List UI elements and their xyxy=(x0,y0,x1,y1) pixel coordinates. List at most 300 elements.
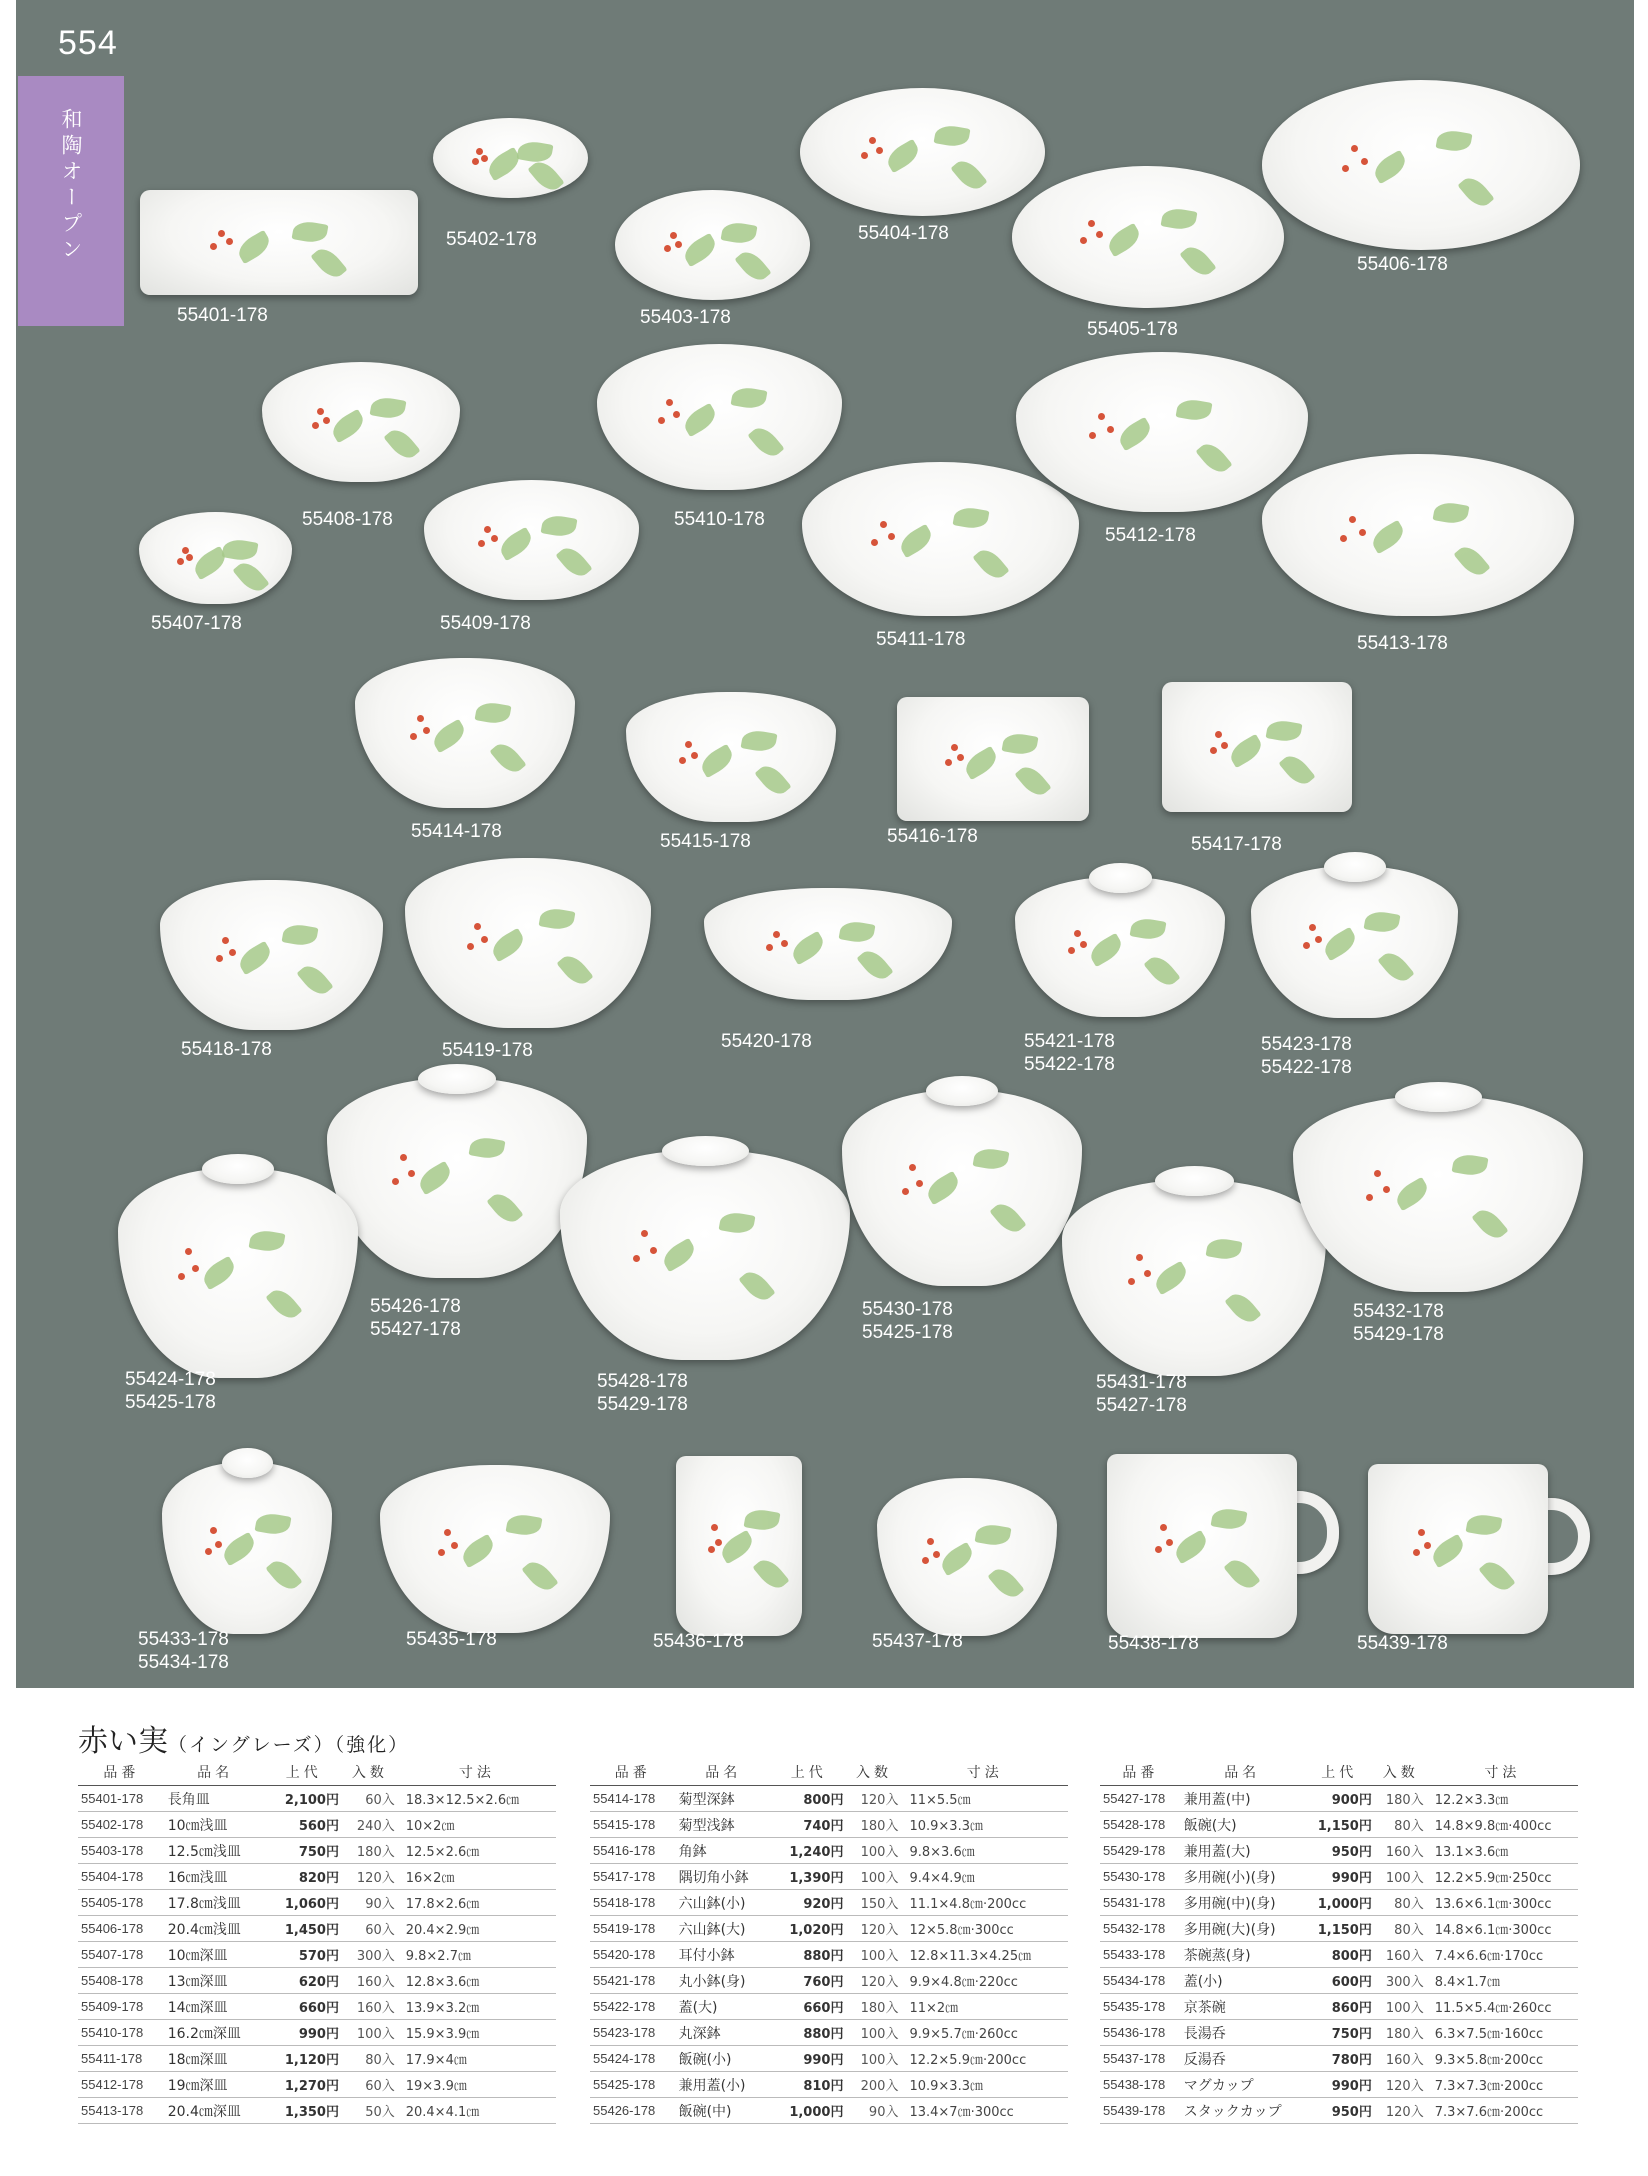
cell-price: 820円 xyxy=(265,1864,342,1890)
cell-code: 55429-178 xyxy=(1100,1838,1181,1864)
product-code: 55413-178 xyxy=(1357,633,1448,654)
cell-price: 750円 xyxy=(265,1838,342,1864)
leaf-motif xyxy=(950,155,987,194)
table-row xyxy=(590,1968,1068,1994)
berry-motif xyxy=(1089,432,1096,439)
cell-qty: 100入 xyxy=(846,2020,901,2046)
leaf-motif xyxy=(469,1135,506,1161)
leaf-motif xyxy=(383,425,420,464)
berry-motif xyxy=(869,137,876,144)
leaf-motif xyxy=(311,244,348,283)
lid-knob xyxy=(1155,1166,1234,1196)
leaf-motif xyxy=(521,1556,558,1595)
product-code: 55420-178 xyxy=(721,1031,812,1052)
cell-code: 55419-178 xyxy=(590,1916,676,1942)
column-header-code: 品番 xyxy=(78,1760,165,1786)
cell-price: 600円 xyxy=(1304,1968,1375,1994)
cell-code: 55423-178 xyxy=(590,2020,676,2046)
berry-motif xyxy=(467,943,474,950)
product-code: 55411-178 xyxy=(876,629,966,650)
table-row xyxy=(590,1838,1068,1864)
berry-motif xyxy=(408,1170,415,1177)
berry-motif xyxy=(481,936,488,943)
leaf-motif xyxy=(1223,1555,1260,1594)
cell-code: 55438-178 xyxy=(1100,2072,1181,2098)
table-row xyxy=(590,2072,1068,2098)
table-row xyxy=(78,1916,556,1942)
cell-qty: 150入 xyxy=(846,1890,901,1916)
berry-motif xyxy=(1128,1278,1135,1285)
berry-motif xyxy=(222,937,229,944)
leaf-motif xyxy=(1454,542,1491,581)
cell-size: 15.9×3.9㎝ xyxy=(398,2020,556,2046)
berry-motif xyxy=(670,232,677,239)
table-row xyxy=(1100,1890,1578,1916)
cell-code: 55408-178 xyxy=(78,1968,165,1994)
cell-code: 55427-178 xyxy=(1100,1786,1181,1812)
berry-motif xyxy=(945,759,952,766)
cell-price: 620円 xyxy=(265,1968,342,1994)
berry-motif xyxy=(226,238,233,245)
cell-name: 14㎝深皿 xyxy=(165,1994,266,2020)
berry-motif xyxy=(1107,426,1114,433)
berry-motif xyxy=(641,1230,648,1237)
table-header-row xyxy=(78,1760,556,1786)
berry-motif xyxy=(1210,747,1217,754)
cell-qty: 60入 xyxy=(342,2072,398,2098)
cell-name: 12.5㎝浅皿 xyxy=(165,1838,266,1864)
berry-motif xyxy=(1074,930,1081,937)
berry-motif xyxy=(400,1154,407,1161)
cell-name: 茶碗蒸(身) xyxy=(1181,1942,1304,1968)
berry-motif xyxy=(1303,942,1310,949)
table-row xyxy=(590,1916,1068,1942)
leaf-motif xyxy=(753,1555,790,1594)
leaf-motif xyxy=(717,1530,756,1564)
cell-price: 1,270円 xyxy=(265,2072,342,2098)
series-title xyxy=(78,1716,409,1760)
berry-motif xyxy=(666,399,673,406)
cell-size: 14.8×9.8㎝·400cc xyxy=(1427,1812,1578,1838)
cell-code: 55416-178 xyxy=(590,1838,676,1864)
cell-code: 55407-178 xyxy=(78,1942,165,1968)
cell-price: 880円 xyxy=(771,1942,846,1968)
cell-qty: 240入 xyxy=(342,1812,398,1838)
cell-name: 19㎝深皿 xyxy=(165,2072,266,2098)
product-code: 55424-178 xyxy=(125,1369,216,1390)
cell-price: 990円 xyxy=(771,2046,846,2072)
cell-qty: 80入 xyxy=(1375,1812,1427,1838)
cell-qty: 160入 xyxy=(1375,2046,1427,2072)
berry-motif xyxy=(210,243,217,250)
cell-qty: 80入 xyxy=(1375,1916,1427,1942)
berry-motif xyxy=(185,1248,192,1255)
cell-size: 9.8×2.7㎝ xyxy=(398,1942,556,1968)
cell-size: 11×2㎝ xyxy=(901,1994,1068,2020)
cell-code: 55404-178 xyxy=(78,1864,165,1890)
berry-motif xyxy=(410,733,417,740)
leaf-motif xyxy=(697,743,736,777)
berry-motif xyxy=(1349,516,1356,523)
leaf-motif xyxy=(747,422,784,461)
leaf-motif xyxy=(415,1161,454,1195)
table-row xyxy=(590,2020,1068,2046)
cell-code: 55431-178 xyxy=(1100,1890,1181,1916)
leaf-motif xyxy=(490,739,527,778)
cell-name: 兼用蓋(中) xyxy=(1181,1786,1304,1812)
cell-code: 55401-178 xyxy=(78,1786,165,1812)
cell-name: 多用碗(中)(身) xyxy=(1181,1890,1304,1916)
cell-qty: 180入 xyxy=(846,1994,901,2020)
product-code-label xyxy=(640,306,731,329)
product-code: 55422-178 xyxy=(1261,1057,1352,1078)
product-code-label xyxy=(446,228,537,251)
berry-motif xyxy=(205,1548,212,1555)
berry-motif xyxy=(491,535,498,542)
cell-price: 780円 xyxy=(1304,2046,1375,2072)
berry-motif xyxy=(1359,529,1366,536)
cell-price: 800円 xyxy=(771,1786,846,1812)
berry-motif xyxy=(658,417,665,424)
berry-motif xyxy=(178,1273,185,1280)
cell-qty: 120入 xyxy=(846,1786,901,1812)
cell-price: 950円 xyxy=(1304,1838,1375,1864)
leaf-motif xyxy=(1160,206,1197,232)
cell-qty: 90入 xyxy=(342,1890,398,1916)
column-header-name: 品名 xyxy=(165,1760,266,1786)
cell-code: 55418-178 xyxy=(590,1890,676,1916)
product-photo xyxy=(1262,80,1580,250)
cell-qty: 160入 xyxy=(342,1994,398,2020)
berry-motif xyxy=(902,1188,909,1195)
berry-motif xyxy=(1340,535,1347,542)
cell-size: 12.8×11.3×4.25㎝ xyxy=(901,1942,1068,1968)
cell-qty: 100入 xyxy=(846,2046,901,2072)
leaf-motif xyxy=(1226,733,1265,767)
leaf-motif xyxy=(222,537,259,563)
spec-table-2 xyxy=(590,1760,1068,2124)
cell-price: 1,020円 xyxy=(771,1916,846,1942)
cell-name: マグカップ xyxy=(1181,2072,1304,2098)
table-row xyxy=(78,2098,556,2124)
berry-motif xyxy=(1374,1170,1381,1177)
berry-motif xyxy=(474,923,481,930)
berry-motif xyxy=(691,752,698,759)
cell-code: 55405-178 xyxy=(78,1890,165,1916)
cell-size: 13.9×3.2㎝ xyxy=(398,1994,556,2020)
berry-motif xyxy=(1080,941,1087,948)
berry-motif xyxy=(871,539,878,546)
cell-size: 19×3.9㎝ xyxy=(398,2072,556,2098)
leaf-motif xyxy=(1371,149,1410,183)
product-code-label xyxy=(721,1030,812,1053)
cell-name: 16.2㎝深皿 xyxy=(165,2020,266,2046)
leaf-motif xyxy=(1368,520,1407,554)
cell-code: 55435-178 xyxy=(1100,1994,1181,2020)
berry-motif xyxy=(1315,936,1322,943)
table-row xyxy=(590,1786,1068,1812)
berry-motif xyxy=(957,754,964,761)
product-code-label xyxy=(406,1628,497,1651)
cell-qty: 100入 xyxy=(846,1838,901,1864)
product-photo xyxy=(140,190,418,295)
product-code-label xyxy=(302,508,393,531)
leaf-motif xyxy=(987,1563,1024,1602)
cell-qty: 120入 xyxy=(1375,2098,1427,2124)
product-code: 55429-178 xyxy=(1353,1324,1444,1345)
cell-qty: 50入 xyxy=(342,2098,398,2124)
product-code-label xyxy=(370,1295,461,1341)
berry-motif xyxy=(444,1529,451,1536)
cell-size: 18.3×12.5×2.6㎝ xyxy=(398,1786,556,1812)
cell-code: 55413-178 xyxy=(78,2098,165,2124)
leaf-motif xyxy=(1378,948,1415,987)
leaf-motif xyxy=(730,385,767,411)
leaf-motif xyxy=(517,139,554,165)
cell-qty: 80入 xyxy=(1375,1890,1427,1916)
cell-code: 55432-178 xyxy=(1100,1916,1181,1942)
product-code: 55432-178 xyxy=(1353,1301,1444,1322)
product-code: 55439-178 xyxy=(1357,1633,1448,1654)
cell-price: 1,390円 xyxy=(771,1864,846,1890)
cell-size: 10×2㎝ xyxy=(398,1812,556,1838)
berry-motif xyxy=(861,152,868,159)
berry-motif xyxy=(1424,1542,1431,1549)
leaf-motif xyxy=(475,700,512,726)
berry-motif xyxy=(472,158,479,165)
berry-motif xyxy=(1160,1524,1167,1531)
leaf-motif xyxy=(1104,223,1143,257)
product-code: 55425-178 xyxy=(125,1392,216,1413)
berry-motif xyxy=(781,940,788,947)
cell-name: 飯碗(大) xyxy=(1181,1812,1304,1838)
berry-motif xyxy=(192,1265,199,1272)
leaf-motif xyxy=(541,513,578,539)
leaf-motif xyxy=(1432,500,1469,526)
leaf-motif xyxy=(235,940,274,974)
berry-motif xyxy=(177,558,184,565)
leaf-motif xyxy=(281,922,318,948)
leaf-motif xyxy=(721,220,758,246)
leaf-motif xyxy=(1001,731,1038,757)
cell-qty: 100入 xyxy=(1375,1864,1427,1890)
cell-size: 10.9×3.3㎝ xyxy=(901,2072,1068,2098)
product-code: 55427-178 xyxy=(370,1319,461,1340)
cell-name: 長角皿 xyxy=(165,1786,266,1812)
berry-motif xyxy=(1096,231,1103,238)
cell-code: 55409-178 xyxy=(78,1994,165,2020)
berry-motif xyxy=(951,744,958,751)
leaf-motif xyxy=(883,138,922,172)
cell-code: 55403-178 xyxy=(78,1838,165,1864)
product-code: 55416-178 xyxy=(887,826,978,847)
berry-motif xyxy=(1215,731,1222,738)
cell-code: 55426-178 xyxy=(590,2098,676,2124)
leaf-motif xyxy=(1321,927,1360,961)
product-code: 55402-178 xyxy=(446,229,537,250)
cell-name: 耳付小鉢 xyxy=(676,1942,771,1968)
product-code-label xyxy=(887,825,978,848)
lid-knob xyxy=(926,1076,998,1106)
cell-qty: 160入 xyxy=(1375,1838,1427,1864)
lid-knob xyxy=(202,1154,274,1184)
cell-name: 六山鉢(小) xyxy=(676,1890,771,1916)
table-row xyxy=(1100,1864,1578,1890)
column-header-price: 上代 xyxy=(265,1760,342,1786)
table-row xyxy=(590,2098,1068,2124)
leaf-motif xyxy=(896,524,935,558)
table-row xyxy=(78,2020,556,2046)
cell-qty: 180入 xyxy=(846,1812,901,1838)
berry-motif xyxy=(773,931,780,938)
cell-code: 55428-178 xyxy=(1100,1812,1181,1838)
cell-name: 丸深鉢 xyxy=(676,2020,771,2046)
cell-price: 990円 xyxy=(1304,1864,1375,1890)
product-code-label xyxy=(876,628,965,651)
berry-motif xyxy=(1383,1186,1390,1193)
leaf-motif xyxy=(458,1533,497,1567)
cell-name: 18㎝深皿 xyxy=(165,2046,266,2072)
product-code-label xyxy=(1357,632,1448,655)
table-row xyxy=(590,1812,1068,1838)
leaf-motif xyxy=(488,927,527,961)
berry-motif xyxy=(484,526,491,533)
cell-name: 六山鉢(大) xyxy=(676,1916,771,1942)
cell-qty: 120入 xyxy=(846,1916,901,1942)
berry-motif xyxy=(1080,237,1087,244)
cell-size: 13.1×3.6㎝ xyxy=(1427,1838,1578,1864)
cell-size: 11.5×5.4㎝·260cc xyxy=(1427,1994,1578,2020)
cell-price: 800円 xyxy=(1304,1942,1375,1968)
cell-price: 1,120円 xyxy=(265,2046,342,2072)
cell-price: 990円 xyxy=(1304,2072,1375,2098)
cell-code: 55411-178 xyxy=(78,2046,165,2072)
berry-motif xyxy=(876,147,883,154)
cell-qty: 100入 xyxy=(846,1864,901,1890)
berry-motif xyxy=(312,422,319,429)
product-code-label xyxy=(1353,1300,1444,1346)
leaf-motif xyxy=(659,1237,698,1271)
berry-motif xyxy=(451,1542,458,1549)
berry-motif xyxy=(210,1527,217,1534)
column-header-code: 品番 xyxy=(590,1760,676,1786)
cell-size: 14.8×6.1㎝·300cc xyxy=(1427,1916,1578,1942)
leaf-motif xyxy=(1428,1533,1467,1567)
cell-name: 隅切角小鉢 xyxy=(676,1864,771,1890)
product-code-label xyxy=(862,1298,953,1344)
leaf-motif xyxy=(1179,242,1216,281)
cell-name: 10㎝深皿 xyxy=(165,1942,266,1968)
leaf-motif xyxy=(1210,1506,1247,1532)
berry-motif xyxy=(1361,158,1368,165)
cell-price: 1,450円 xyxy=(265,1916,342,1942)
berry-motif xyxy=(438,1549,445,1556)
product-code: 55409-178 xyxy=(440,613,531,634)
cell-price: 560円 xyxy=(265,1812,342,1838)
product-code-label xyxy=(1191,833,1282,856)
table-header-row xyxy=(590,1760,1068,1786)
cell-name: 角鉢 xyxy=(676,1838,771,1864)
berry-motif xyxy=(673,411,680,418)
leaf-motif xyxy=(1152,1261,1191,1295)
cell-name: 多用碗(大)(身) xyxy=(1181,1916,1304,1942)
product-code: 55429-178 xyxy=(597,1394,688,1415)
leaf-motif xyxy=(199,1255,238,1289)
berry-motif xyxy=(1155,1546,1162,1553)
table-row xyxy=(78,1890,556,1916)
cell-name: 兼用蓋(大) xyxy=(1181,1838,1304,1864)
berry-motif xyxy=(664,245,671,252)
berry-motif xyxy=(1221,742,1228,749)
cell-size: 20.4×2.9㎝ xyxy=(398,1916,556,1942)
leaf-motif xyxy=(734,247,771,286)
cell-name: 菊型浅鉢 xyxy=(676,1812,771,1838)
leaf-motif xyxy=(329,409,368,443)
product-photo xyxy=(897,697,1089,821)
cell-qty: 100入 xyxy=(342,2020,398,2046)
berry-motif xyxy=(1144,1270,1151,1277)
leaf-motif xyxy=(755,761,792,800)
cell-code: 55433-178 xyxy=(1100,1942,1181,1968)
table-header-row xyxy=(1100,1760,1578,1786)
berry-motif xyxy=(922,1557,929,1564)
column-header-name: 品名 xyxy=(1181,1760,1304,1786)
cell-size: 7.3×7.6㎝·200cc xyxy=(1427,2098,1578,2124)
cell-size: 9.9×4.8㎝·220cc xyxy=(901,1968,1068,1994)
cell-price: 1,350円 xyxy=(265,2098,342,2124)
product-code: 55421-178 xyxy=(1024,1031,1115,1052)
berry-motif xyxy=(182,547,189,554)
cell-name: 長湯呑 xyxy=(1181,2020,1304,2046)
leaf-motif xyxy=(973,1146,1010,1172)
section-tab[interactable] xyxy=(18,76,124,326)
cell-qty: 100入 xyxy=(846,1942,901,1968)
table-row xyxy=(78,1864,556,1890)
cell-code: 55406-178 xyxy=(78,1916,165,1942)
table-row xyxy=(1100,1994,1578,2020)
cell-size: 20.4×4.1㎝ xyxy=(398,2098,556,2124)
product-code: 55407-178 xyxy=(151,613,242,634)
spec-table-3 xyxy=(1100,1760,1578,2124)
product-code-label xyxy=(1261,1033,1352,1079)
table-row xyxy=(1100,1968,1578,1994)
series-subtitle: （イングレーズ）（強化） xyxy=(168,1734,410,1756)
cell-price: 760円 xyxy=(771,1968,846,1994)
table-row xyxy=(78,1838,556,1864)
product-code: 55417-178 xyxy=(1191,834,1282,855)
cell-size: 11.1×4.8㎝·200cc xyxy=(901,1890,1068,1916)
product-code: 55405-178 xyxy=(1087,319,1178,340)
cell-name: 16㎝浅皿 xyxy=(165,1864,266,1890)
leaf-motif xyxy=(369,395,406,421)
cell-qty: 120入 xyxy=(846,1968,901,1994)
table-row xyxy=(1100,2098,1578,2124)
table-row xyxy=(590,1942,1068,1968)
leaf-motif xyxy=(972,545,1009,584)
berry-motif xyxy=(1366,1194,1373,1201)
cell-price: 1,060円 xyxy=(265,1890,342,1916)
cell-size: 7.3×7.3㎝·200cc xyxy=(1427,2072,1578,2098)
cell-name: 飯碗(小) xyxy=(676,2046,771,2072)
product-code: 55434-178 xyxy=(138,1652,229,1673)
product-code: 55408-178 xyxy=(302,509,393,530)
table-row xyxy=(1100,2072,1578,2098)
cell-qty: 90入 xyxy=(846,2098,901,2124)
leaf-motif xyxy=(1363,909,1400,935)
leaf-motif xyxy=(740,728,777,754)
berry-motif xyxy=(766,944,773,951)
table-row xyxy=(1100,2020,1578,2046)
